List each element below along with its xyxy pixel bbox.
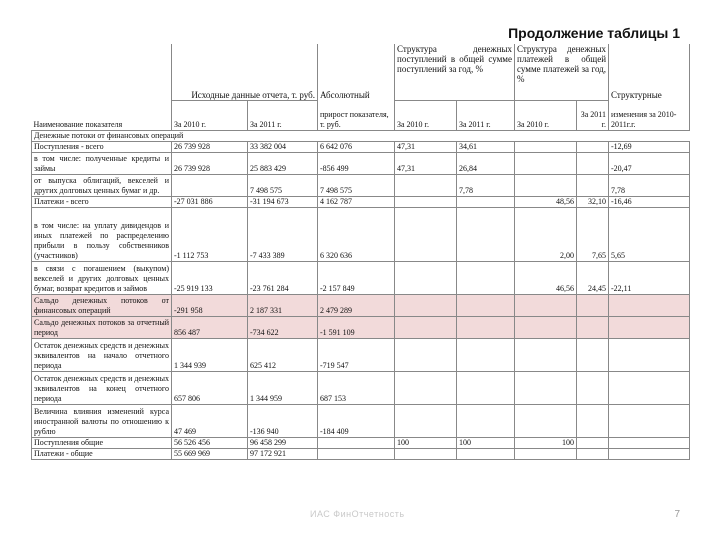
row-absolute-growth — [318, 448, 395, 459]
header-outflow-structure: Структура денежных платежей в общей сумме платежей за год, % — [515, 44, 609, 100]
header-2010: За 2010 г. — [172, 100, 248, 130]
row-outflow-2011 — [577, 338, 609, 371]
row-structural-change: -12,69 — [609, 141, 690, 152]
page-number: 7 — [674, 509, 680, 520]
row-outflow-2011: 24,45 — [577, 261, 609, 294]
header-inflow-2011: За 2011 г. — [457, 100, 515, 130]
row-inflow-2011 — [457, 371, 515, 404]
row-inflow-2011 — [457, 261, 515, 294]
row-2011: -7 433 389 — [248, 207, 318, 261]
table-row — [32, 338, 690, 371]
row-2010: 657 806 — [172, 371, 248, 404]
table-row — [32, 141, 690, 152]
section-label: Денежные потоки от финансовых операций — [32, 130, 248, 141]
row-inflow-2010 — [395, 261, 457, 294]
row-structural-change: -20,47 — [609, 152, 690, 174]
row-inflow-2011 — [457, 196, 515, 207]
row-name: в том числе: полученные кредиты и займы — [32, 152, 172, 174]
row-outflow-2010 — [515, 294, 577, 316]
header-inflow-2010: За 2010 г. — [395, 100, 457, 130]
table-row — [32, 448, 690, 459]
row-structural-change — [609, 316, 690, 338]
table-row — [32, 404, 690, 437]
row-absolute-growth: -184 409 — [318, 404, 395, 437]
row-inflow-2011: 100 — [457, 437, 515, 448]
row-outflow-2011 — [577, 371, 609, 404]
row-outflow-2011 — [577, 316, 609, 338]
row-2010: -25 919 133 — [172, 261, 248, 294]
row-name: Остаток денежных средств и денежных эквивалентов на конец отчетного периода — [32, 371, 172, 404]
row-outflow-2010 — [515, 338, 577, 371]
table-row — [32, 371, 690, 404]
row-2010: -1 112 753 — [172, 207, 248, 261]
row-inflow-2011 — [457, 294, 515, 316]
row-absolute-growth: -719 547 — [318, 338, 395, 371]
row-inflow-2011 — [457, 207, 515, 261]
header-indicator-name: Наименование показателя — [32, 100, 172, 130]
row-outflow-2011: 32,10 — [577, 196, 609, 207]
table-row — [32, 294, 690, 316]
row-inflow-2010 — [395, 371, 457, 404]
row-absolute-growth: 6 320 636 — [318, 207, 395, 261]
row-inflow-2010 — [395, 196, 457, 207]
row-name: Платежи - всего — [32, 196, 172, 207]
row-outflow-2011 — [577, 404, 609, 437]
row-absolute-growth: -2 157 849 — [318, 261, 395, 294]
header-source-data: Исходные данные отчета, т. руб. — [172, 44, 318, 100]
header-row-bottom — [32, 100, 690, 130]
row-name: Величина влияния изменений курса иностранной валюты по отношению к рублю — [32, 404, 172, 437]
cash-flow-table — [31, 44, 690, 460]
row-inflow-2010 — [395, 404, 457, 437]
row-outflow-2011 — [577, 294, 609, 316]
footer-logo: ИАС ФинОтчетность — [310, 509, 405, 519]
row-outflow-2010 — [515, 152, 577, 174]
row-absolute-growth: 6 642 076 — [318, 141, 395, 152]
row-outflow-2010: 46,56 — [515, 261, 577, 294]
row-name: Поступления - всего — [32, 141, 172, 152]
row-structural-change — [609, 448, 690, 459]
row-outflow-2011 — [577, 152, 609, 174]
row-outflow-2010 — [515, 174, 577, 196]
row-inflow-2010 — [395, 174, 457, 196]
row-2010: 56 526 456 — [172, 437, 248, 448]
row-name: Остаток денежных средств и денежных эквивалентов на начало отчетного периода — [32, 338, 172, 371]
row-inflow-2011 — [457, 316, 515, 338]
table-row — [32, 261, 690, 294]
row-inflow-2011: 7,78 — [457, 174, 515, 196]
row-name: Сальдо денежных потоков от финансовых операций — [32, 294, 172, 316]
row-absolute-growth: -1 591 109 — [318, 316, 395, 338]
row-2010: 1 344 939 — [172, 338, 248, 371]
row-name: Платежи - общие — [32, 448, 172, 459]
row-absolute-growth: 687 153 — [318, 371, 395, 404]
row-2010: 26 739 928 — [172, 152, 248, 174]
row-outflow-2011 — [577, 437, 609, 448]
section-filler — [248, 130, 690, 141]
row-inflow-2010 — [395, 294, 457, 316]
row-outflow-2010 — [515, 404, 577, 437]
header-outflow-2011: За 2011 г. — [577, 100, 609, 130]
row-2010: 26 739 928 — [172, 141, 248, 152]
row-outflow-2010 — [515, 448, 577, 459]
row-2010: 47 469 — [172, 404, 248, 437]
row-absolute-growth: -856 499 — [318, 152, 395, 174]
row-2011: -31 194 673 — [248, 196, 318, 207]
header-inflow-structure: Структура денежных поступлений в общей сумме поступлений за год, % — [395, 44, 515, 100]
row-outflow-2011 — [577, 448, 609, 459]
header-blank — [32, 44, 172, 100]
row-outflow-2011: 7,65 — [577, 207, 609, 261]
row-inflow-2010 — [395, 338, 457, 371]
row-2011: -23 761 284 — [248, 261, 318, 294]
row-name: в том числе: на уплату дивидендов и иных платежей по распределению прибыли в пользу собственников (участников) — [32, 207, 172, 261]
table-row — [32, 196, 690, 207]
row-2011: 33 382 004 — [248, 141, 318, 152]
row-outflow-2010 — [515, 316, 577, 338]
table-row — [32, 316, 690, 338]
row-absolute-growth: 7 498 575 — [318, 174, 395, 196]
row-inflow-2010 — [395, 316, 457, 338]
row-inflow-2011: 34,61 — [457, 141, 515, 152]
row-structural-change: 5,65 — [609, 207, 690, 261]
table-row — [32, 152, 690, 174]
header-2011: За 2011 г. — [248, 100, 318, 130]
row-2010: 55 669 969 — [172, 448, 248, 459]
table-row — [32, 207, 690, 261]
row-2011: 625 412 — [248, 338, 318, 371]
row-inflow-2010 — [395, 207, 457, 261]
row-name: от выпуска облигаций, векселей и других долговых ценных бумаг и др. — [32, 174, 172, 196]
row-outflow-2010: 2,00 — [515, 207, 577, 261]
row-2010: -291 958 — [172, 294, 248, 316]
row-outflow-2010 — [515, 141, 577, 152]
row-2011: 7 498 575 — [248, 174, 318, 196]
header-structural-changes: Структурные — [609, 44, 690, 100]
row-2011: 96 458 299 — [248, 437, 318, 448]
row-inflow-2011 — [457, 448, 515, 459]
row-inflow-2011 — [457, 404, 515, 437]
row-2010 — [172, 174, 248, 196]
row-structural-change: -16,46 — [609, 196, 690, 207]
row-2011: -734 622 — [248, 316, 318, 338]
row-name: в связи с погашением (выкупом) векселей и других долговых ценных бумаг, возврат кредитов и займов — [32, 261, 172, 294]
row-2011: -136 940 — [248, 404, 318, 437]
row-outflow-2011 — [577, 174, 609, 196]
row-inflow-2010: 47,31 — [395, 152, 457, 174]
row-outflow-2010: 48,56 — [515, 196, 577, 207]
header-absolute-growth: Абсолютный — [318, 44, 395, 100]
row-outflow-2010: 100 — [515, 437, 577, 448]
table-row — [32, 437, 690, 448]
header-absolute-growth-sub: прирост показателя, т. руб. — [318, 100, 395, 130]
row-inflow-2010 — [395, 448, 457, 459]
row-absolute-growth: 2 479 289 — [318, 294, 395, 316]
header-structural-changes-sub: изменения за 2010-2011г.г. — [609, 100, 690, 130]
row-structural-change — [609, 338, 690, 371]
row-2011: 97 172 921 — [248, 448, 318, 459]
row-structural-change — [609, 437, 690, 448]
row-inflow-2011: 26,84 — [457, 152, 515, 174]
row-2010: 856 487 — [172, 316, 248, 338]
row-structural-change: -22,11 — [609, 261, 690, 294]
row-structural-change — [609, 294, 690, 316]
row-absolute-growth: 4 162 787 — [318, 196, 395, 207]
row-2011: 25 883 429 — [248, 152, 318, 174]
row-2011: 1 344 959 — [248, 371, 318, 404]
row-structural-change — [609, 371, 690, 404]
row-structural-change — [609, 404, 690, 437]
row-inflow-2010: 100 — [395, 437, 457, 448]
row-2010: -27 031 886 — [172, 196, 248, 207]
row-name: Поступления общие — [32, 437, 172, 448]
row-outflow-2010 — [515, 371, 577, 404]
header-outflow-2010: За 2010 г. — [515, 100, 577, 130]
header-row-top — [32, 44, 690, 100]
section-row — [32, 130, 690, 141]
row-name: Сальдо денежных потоков за отчетный период — [32, 316, 172, 338]
row-outflow-2011 — [577, 141, 609, 152]
row-2011: 2 187 331 — [248, 294, 318, 316]
row-structural-change: 7,78 — [609, 174, 690, 196]
row-inflow-2010: 47,31 — [395, 141, 457, 152]
row-inflow-2011 — [457, 338, 515, 371]
row-absolute-growth — [318, 437, 395, 448]
table-row — [32, 174, 690, 196]
slide-title: Продолжение таблицы 1 — [508, 25, 680, 41]
